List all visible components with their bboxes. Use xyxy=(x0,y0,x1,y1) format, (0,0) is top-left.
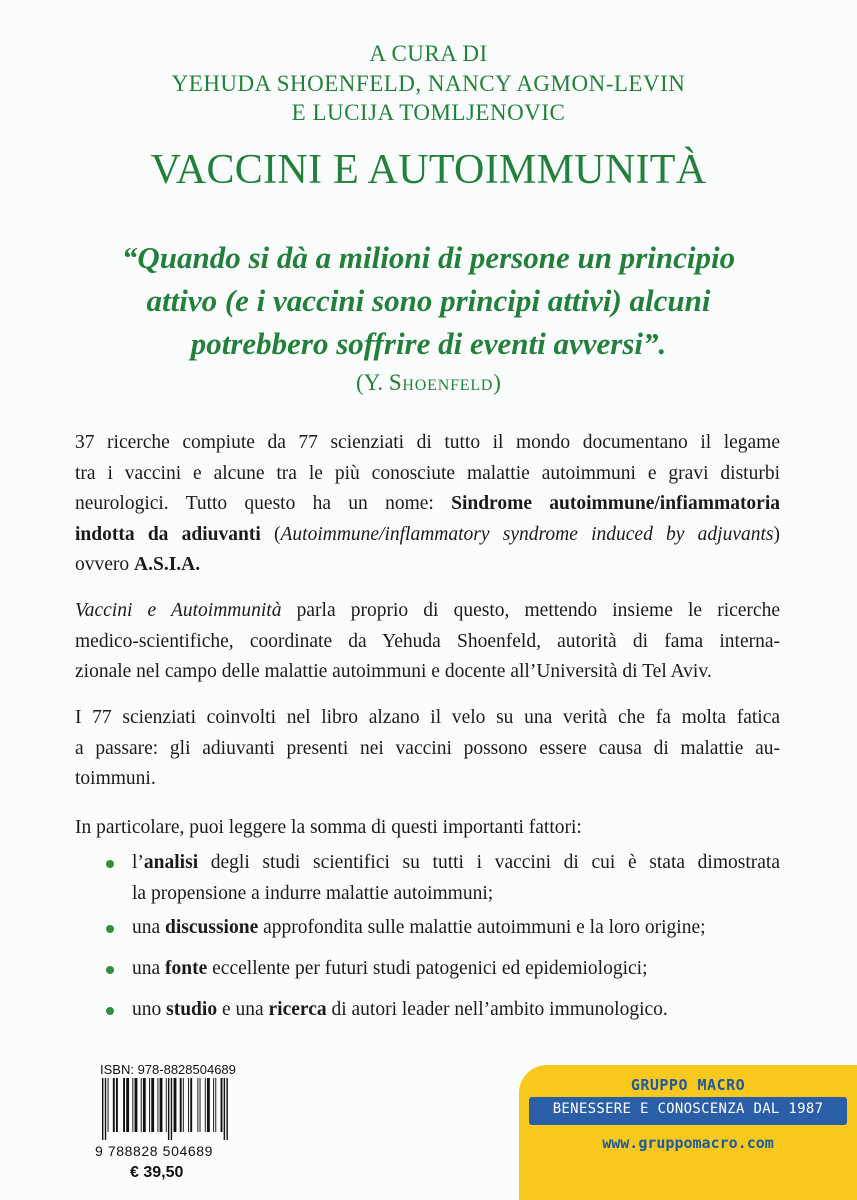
bullet-dot-icon xyxy=(106,925,114,933)
price: € 39,50 xyxy=(130,1164,184,1181)
p4-line-1: In particolare, puoi leggere la somma di questi importanti fattori: xyxy=(75,817,582,838)
list-item-text xyxy=(132,848,780,909)
barcode-bar xyxy=(171,1078,172,1140)
barcode-bar xyxy=(226,1078,227,1140)
p1-line-4 xyxy=(75,520,780,551)
barcode-bar xyxy=(108,1078,109,1132)
publisher-slogan: BENESSERE E CONOSCENZA DAL 1987 xyxy=(552,1101,824,1117)
list-item-pre: una xyxy=(132,958,166,979)
p1-line-2: tra i vaccini e alcune tra le più conosciute malattie autoimmuni e gravi disturbi xyxy=(75,462,780,484)
barcode-bar xyxy=(149,1078,150,1132)
barcode-bar xyxy=(102,1078,103,1140)
isbn-label: ISBN: 978-8828504689 xyxy=(100,1062,236,1077)
syndrome-name-bold-2: indotta da adiuvanti xyxy=(75,523,261,545)
quote-line-2: attivo (e i vaccini sono principi attivi) alcuni xyxy=(146,283,711,318)
quote-author-name: Shoenfeld xyxy=(388,370,494,395)
p2-line-2: medico-scientifiche, coordinate da Yehuda Shoenfeld, autorità di fama interna- xyxy=(75,630,780,652)
barcode-bar xyxy=(160,1078,163,1132)
barcode-bar xyxy=(132,1078,133,1132)
editor-line-1: A CURA DI xyxy=(369,41,488,66)
barcode-bar xyxy=(213,1078,214,1132)
barcode-bar xyxy=(205,1078,206,1132)
list-item-line-1 xyxy=(132,848,780,879)
barcode-bar xyxy=(207,1078,210,1132)
paragraph-4 xyxy=(75,813,780,844)
barcode-bar xyxy=(215,1078,216,1132)
p2-line-1-text: parla proprio di questo, mettendo insieme le ricerche xyxy=(281,600,780,621)
list-item-text xyxy=(132,995,780,1026)
barcode-bar xyxy=(188,1078,189,1132)
list-item-post: degli studi scientifici su tutti i vaccini di cui è stata dimostrata xyxy=(198,852,780,873)
barcode-bar xyxy=(174,1078,177,1132)
paragraph-2 xyxy=(75,596,780,688)
barcode-bar xyxy=(183,1078,184,1132)
list-item-line-1 xyxy=(132,913,780,944)
bullet-dot-icon xyxy=(106,1007,114,1015)
bullet-dot-icon xyxy=(106,860,114,868)
p3-line-1: I 77 scienziati coinvolti nel libro alzano il velo su una verità che fa molta fatica xyxy=(75,707,780,728)
list-item-text xyxy=(132,913,780,944)
p3-line-2: a passare: gli adiuvanti presenti nei vaccini possono essere causa di malattie au- xyxy=(75,737,780,759)
list-item-bold-2: ricerca xyxy=(268,999,327,1020)
p1-line-5-text: ovvero xyxy=(75,554,135,576)
quote-line-1: “Quando si dà a milioni di persone un principio xyxy=(121,240,736,275)
list-item-pre: una xyxy=(132,917,166,938)
p1-paren-open: ( xyxy=(260,523,281,545)
barcode-bar xyxy=(141,1078,142,1132)
p1-line-3-text: neurologici. Tutto questo ha un nome: xyxy=(75,493,452,515)
quote-author-open: (Y. xyxy=(356,370,389,395)
list-item-post: eccellente per futuri studi patogenici ed epidemiologici; xyxy=(207,958,648,979)
barcode-digits: 9 788828 504689 xyxy=(95,1143,213,1159)
barcode-bar xyxy=(221,1078,223,1132)
list-item-line-1 xyxy=(132,954,780,985)
barcode-bar xyxy=(126,1078,129,1132)
barcode-bar xyxy=(135,1078,138,1132)
list-item-line-1 xyxy=(132,995,780,1026)
barcode-bar xyxy=(157,1078,158,1132)
quote-author-close: ) xyxy=(493,370,501,395)
list-item-text xyxy=(132,954,780,985)
book-title-italic: Vaccini e Autoimmunità xyxy=(75,600,282,621)
barcode-bar xyxy=(143,1078,146,1132)
quote-line-3: potrebbero soffrire di eventi avversi”. xyxy=(190,326,667,361)
list-item-post: di autori leader nell’ambito immunologico. xyxy=(326,999,668,1020)
p1-line-5 xyxy=(75,550,780,581)
publisher-slogan-band xyxy=(529,1097,847,1125)
barcode-bar xyxy=(168,1078,169,1140)
syndrome-name-bold: Sindrome autoimmune/infiammatoria xyxy=(451,493,781,515)
barcode-bar xyxy=(180,1078,182,1132)
paragraph-3 xyxy=(75,703,780,795)
barcode-bar xyxy=(166,1078,167,1132)
list-item-post: approfondita sulle malattie autoimmuni e la loro origine; xyxy=(258,917,706,938)
quote-author xyxy=(0,370,857,396)
asia-acronym: A.S.I.A. xyxy=(134,554,201,576)
barcode-bar xyxy=(224,1078,225,1140)
barcode-bar xyxy=(123,1078,125,1132)
publisher-url[interactable]: www.gruppomacro.com xyxy=(602,1134,774,1152)
p1-line-3 xyxy=(75,489,780,520)
list-item-bold: analisi xyxy=(143,852,199,873)
barcode-bar xyxy=(200,1078,201,1132)
list-item-mid: e una xyxy=(217,999,269,1020)
barcode-bar xyxy=(113,1078,115,1132)
paragraph-1 xyxy=(75,428,780,581)
list-item-bold: fonte xyxy=(165,958,208,979)
barcode-bar xyxy=(197,1078,198,1132)
list-item-bold: discussione xyxy=(165,917,259,938)
list-item-bold: studio xyxy=(166,999,218,1020)
p1-paren-close: ) xyxy=(773,523,780,545)
editor-line-2: YEHUDA SHOENFELD, NANCY AGMON-LEVIN xyxy=(171,71,686,96)
publisher-name: GRUPPO MACRO xyxy=(630,1076,746,1094)
p2-line-3: zionale nel campo delle malattie autoimmuni e docente all’Università di Tel Aviv. xyxy=(75,661,712,683)
barcode-bar xyxy=(151,1078,154,1132)
barcode-bar xyxy=(190,1078,192,1132)
p2-line-1 xyxy=(75,596,780,627)
publisher-box xyxy=(519,1065,857,1200)
editor-line-3: E LUCIJA TOMLJENOVIC xyxy=(291,100,566,125)
list-item-pre: uno xyxy=(132,999,167,1020)
barcode-icon xyxy=(98,1078,248,1142)
list-item-line-2: la propensione a indurre malattie autoimmuni; xyxy=(132,882,494,904)
book-title: VACCINI E AUTOIMMUNITÀ xyxy=(150,147,707,193)
p1-line-1: 37 ricerche compiute da 77 scienziati di tutto il mondo documentano il legame xyxy=(75,432,780,453)
english-translation: Autoimmune/inflammatory syndrome induced by adjuvants xyxy=(280,523,774,545)
bullet-dot-icon xyxy=(106,966,114,974)
barcode-bar xyxy=(116,1078,118,1132)
p3-line-3: toimmuni. xyxy=(75,768,156,790)
list-item-pre: l’ xyxy=(132,852,144,873)
barcode-bar xyxy=(105,1078,106,1140)
